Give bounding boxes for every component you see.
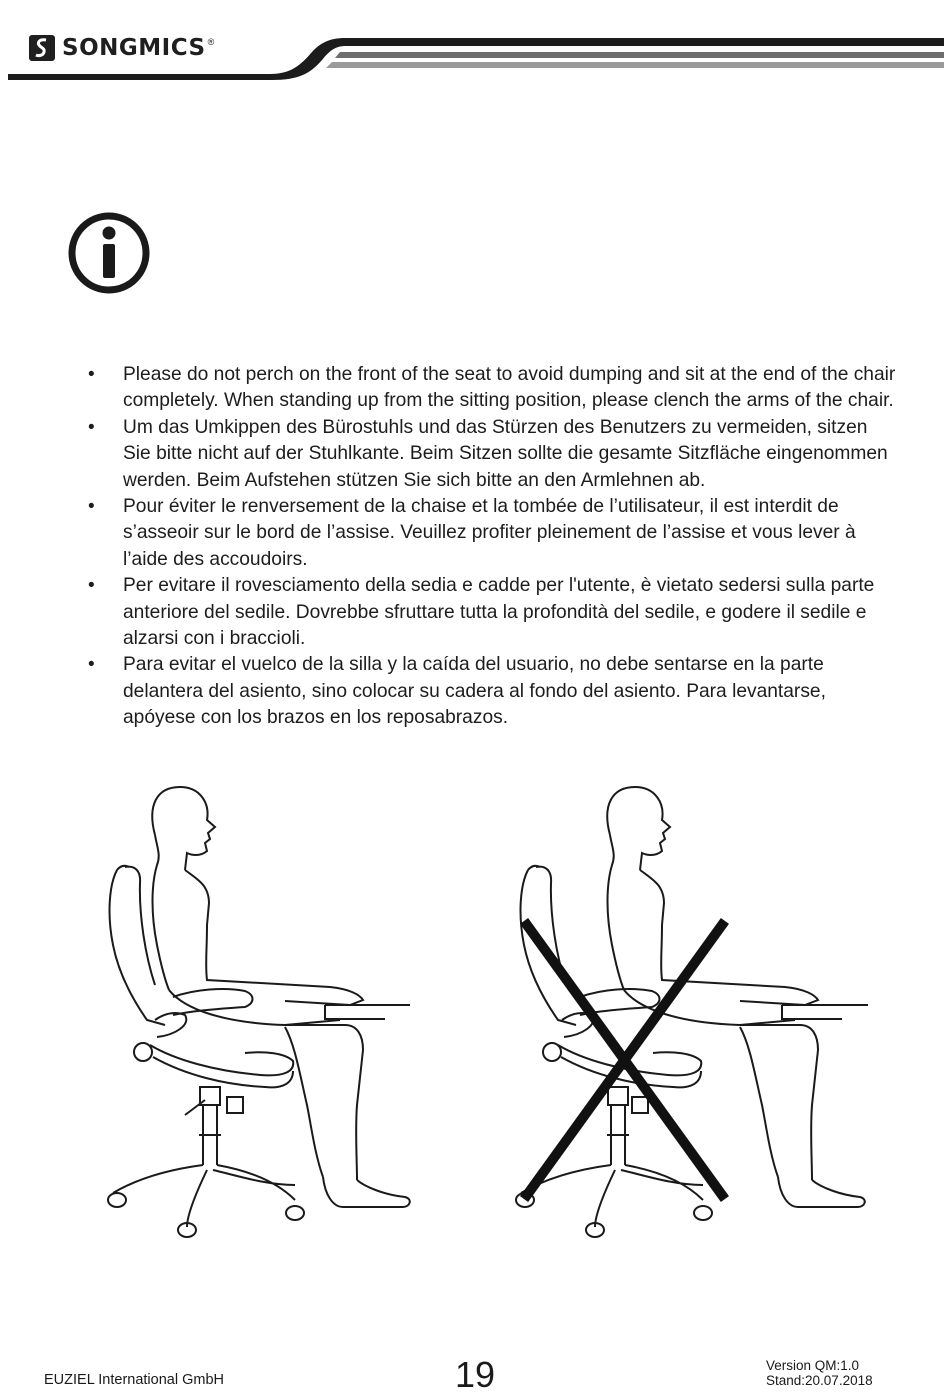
seated-person-correct-illustration bbox=[95, 775, 425, 1245]
page-number: 19 bbox=[455, 1354, 496, 1395]
instruction-french: • Pour éviter le renversement de la chaise et la tombée de l’utilisateur, il est interdit de s’asseoir sur le bord de l’assise. Veuillez profiter pleinement de l’assise et vous lever à l’aide des accoudoirs. bbox=[88, 494, 898, 573]
safety-instructions-list bbox=[88, 362, 898, 732]
footer-date: Stand:20.07.2018 bbox=[766, 1373, 873, 1388]
footer-company: EUZIEL International GmbH bbox=[44, 1372, 224, 1388]
brand-name: SONGMICS bbox=[62, 35, 206, 61]
instruction-german: • Um das Umkippen des Bürostuhls und das Stürzen des Benutzers zu vermeiden, sitzen Sie bitte nicht auf der Stuhlkante. Beim Sitzen sollte die gesamte Sitzfläche eingenommen werden. Beim Aufstehen stützen Sie sich bitte an den Armlehnen ab. bbox=[88, 415, 898, 494]
footer-version: Version QM:1.0 bbox=[766, 1358, 860, 1373]
registered-mark: ® bbox=[207, 37, 215, 47]
instruction-english: • Please do not perch on the front of the seat to avoid dumping and sit at the end of the chair completely. When standing up from the sitting position, please clench the arms of the chair. bbox=[88, 362, 898, 415]
info-circle-icon bbox=[66, 210, 152, 296]
songmics-logo-icon bbox=[28, 33, 56, 63]
instruction-spanish: • Para evitar el vuelco de la silla y la caída del usuario, no debe sentarse en la parte delantera del asiento, sino colocar su cadera al fondo del asiento. Para levantarse, apóyese con los brazos en los reposabrazos. bbox=[88, 652, 898, 731]
brand-logo bbox=[28, 33, 214, 63]
page-header bbox=[0, 0, 950, 90]
footer-version-block bbox=[766, 1358, 873, 1388]
seated-person-incorrect-illustration bbox=[510, 775, 880, 1245]
instruction-italian: • Per evitare il rovesciamento della sedia e cadde per l'utente, è vietato sedersi sulla parte anteriore del sedile. Dovrebbe sfruttare tutta la profondità del sedile, e godere il sedile e alzarsi con i braccioli. bbox=[88, 573, 898, 652]
